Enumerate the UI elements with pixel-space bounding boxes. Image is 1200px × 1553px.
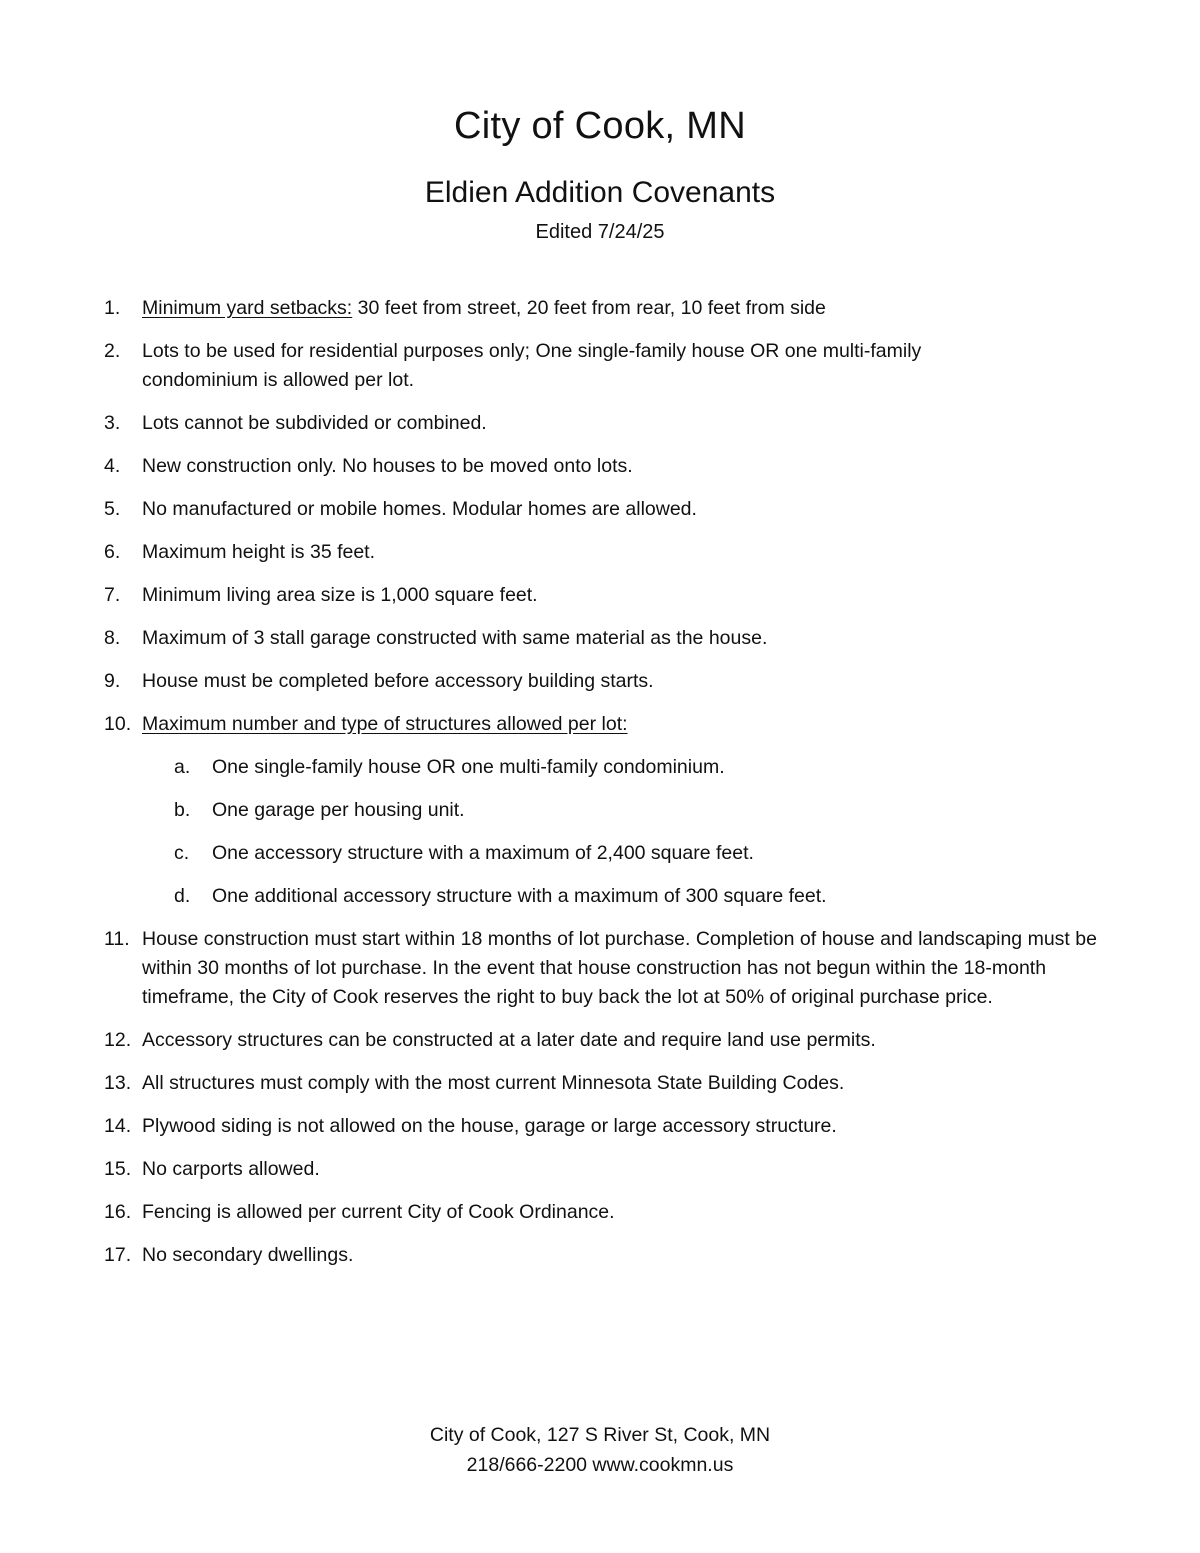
- item-text: Lots cannot be subdivided or combined.: [142, 412, 487, 434]
- covenant-item-13: [104, 1069, 1144, 1098]
- item-number: 15.: [104, 1158, 132, 1180]
- sub-item-letter: a.: [174, 756, 191, 778]
- item-number: 16.: [104, 1201, 132, 1223]
- item-heading: Minimum yard setbacks:: [142, 297, 353, 319]
- item-text: All structures must comply with the most current Minnesota State Building Codes.: [142, 1072, 845, 1094]
- item-text: House must be completed before accessory building starts.: [142, 670, 654, 692]
- covenant-item-5: [104, 495, 1144, 524]
- covenant-item-9: [104, 667, 1144, 696]
- item-text: Fencing is allowed per current City of Cook Ordinance.: [142, 1201, 615, 1223]
- footer: [0, 1420, 1200, 1480]
- item-text: Plywood siding is not allowed on the house, garage or large accessory structure.: [142, 1115, 837, 1137]
- sub-item-b: [174, 796, 1144, 825]
- covenant-item-7: [104, 581, 1144, 610]
- item-number: 8.: [104, 627, 121, 649]
- covenant-item-16: [104, 1198, 1144, 1227]
- item-number: 14.: [104, 1115, 132, 1137]
- covenant-item-8: [104, 624, 1144, 653]
- item-number: 9.: [104, 670, 121, 692]
- covenant-item-12: [104, 1026, 1144, 1055]
- page-subtitle: Eldien Addition Covenants: [424, 176, 776, 209]
- item-text: No secondary dwellings.: [142, 1244, 354, 1266]
- edited-date: Edited 7/24/25: [535, 221, 665, 243]
- item-number: 12.: [104, 1029, 132, 1051]
- item-text: Minimum living area size is 1,000 square feet.: [142, 584, 538, 606]
- item-text: No manufactured or mobile homes. Modular homes are allowed.: [142, 498, 697, 520]
- covenant-item-6: [104, 538, 1144, 567]
- item-number: 7.: [104, 584, 121, 606]
- item-number: 10.: [104, 713, 132, 735]
- covenant-item-3: [104, 409, 1144, 438]
- item-number: 3.: [104, 412, 121, 434]
- item-text: No carports allowed.: [142, 1158, 320, 1180]
- sub-item-a: [174, 753, 1144, 782]
- item-number: 2.: [104, 340, 121, 362]
- footer-contact: 218/666-2200 www.cookmn.us: [466, 1454, 734, 1476]
- covenant-item-2: [104, 337, 1144, 395]
- sub-item-letter: c.: [174, 842, 190, 864]
- item-number: 4.: [104, 455, 121, 477]
- item-text: Maximum of 3 stall garage constructed with same material as the house.: [142, 627, 768, 649]
- covenant-item-11: [104, 925, 1144, 1012]
- covenant-item-1: [104, 294, 1144, 323]
- covenant-item-4: [104, 452, 1144, 481]
- item-text: Lots to be used for residential purposes only; One single-family house OR one multi-family condominium is allowed per lot.: [142, 340, 922, 391]
- covenant-item-14: [104, 1112, 1144, 1141]
- sub-item-letter: b.: [174, 799, 191, 821]
- item-number: 17.: [104, 1244, 132, 1266]
- item-number: 1.: [104, 297, 121, 319]
- footer-address: City of Cook, 127 S River St, Cook, MN: [429, 1424, 771, 1446]
- item-text: Accessory structures can be constructed at a later date and require land use permits.: [142, 1029, 876, 1051]
- sub-item-letter: d.: [174, 885, 191, 907]
- covenant-list: [104, 294, 1144, 1284]
- covenant-item-10: [104, 710, 1144, 911]
- item-number: 5.: [104, 498, 121, 520]
- sub-item-text: One garage per housing unit.: [212, 799, 465, 821]
- item-heading: Maximum number and type of structures allowed per lot:: [142, 713, 628, 735]
- item-text: New construction only. No houses to be moved onto lots.: [142, 455, 633, 477]
- item-text: 30 feet from street, 20 feet from rear, 10 feet from side: [352, 297, 826, 319]
- sub-item-d: [174, 882, 1144, 911]
- item-number: 11.: [104, 928, 130, 950]
- sub-item-text: One additional accessory structure with a maximum of 300 square feet.: [212, 885, 827, 907]
- covenant-item-17: [104, 1241, 1144, 1270]
- item-number: 13.: [104, 1072, 132, 1094]
- item-text: Maximum height is 35 feet.: [142, 541, 376, 563]
- sub-item-c: [174, 839, 1144, 868]
- sub-item-text: One accessory structure with a maximum of 2,400 square feet.: [212, 842, 754, 864]
- page-title: City of Cook, MN: [454, 105, 746, 147]
- sub-item-text: One single-family house OR one multi-family condominium.: [212, 756, 725, 778]
- structures-sub-list: [142, 753, 1144, 911]
- item-text: House construction must start within 18 months of lot purchase. Completion of house and landscaping must be within 30 months of lot purchase. In the event that house construction has not begun within the 18-month timeframe, the City of Cook reserves the right to buy back the lot at 50% of original purchase price.: [142, 928, 1097, 1008]
- item-number: 6.: [104, 541, 121, 563]
- covenant-item-15: [104, 1155, 1144, 1184]
